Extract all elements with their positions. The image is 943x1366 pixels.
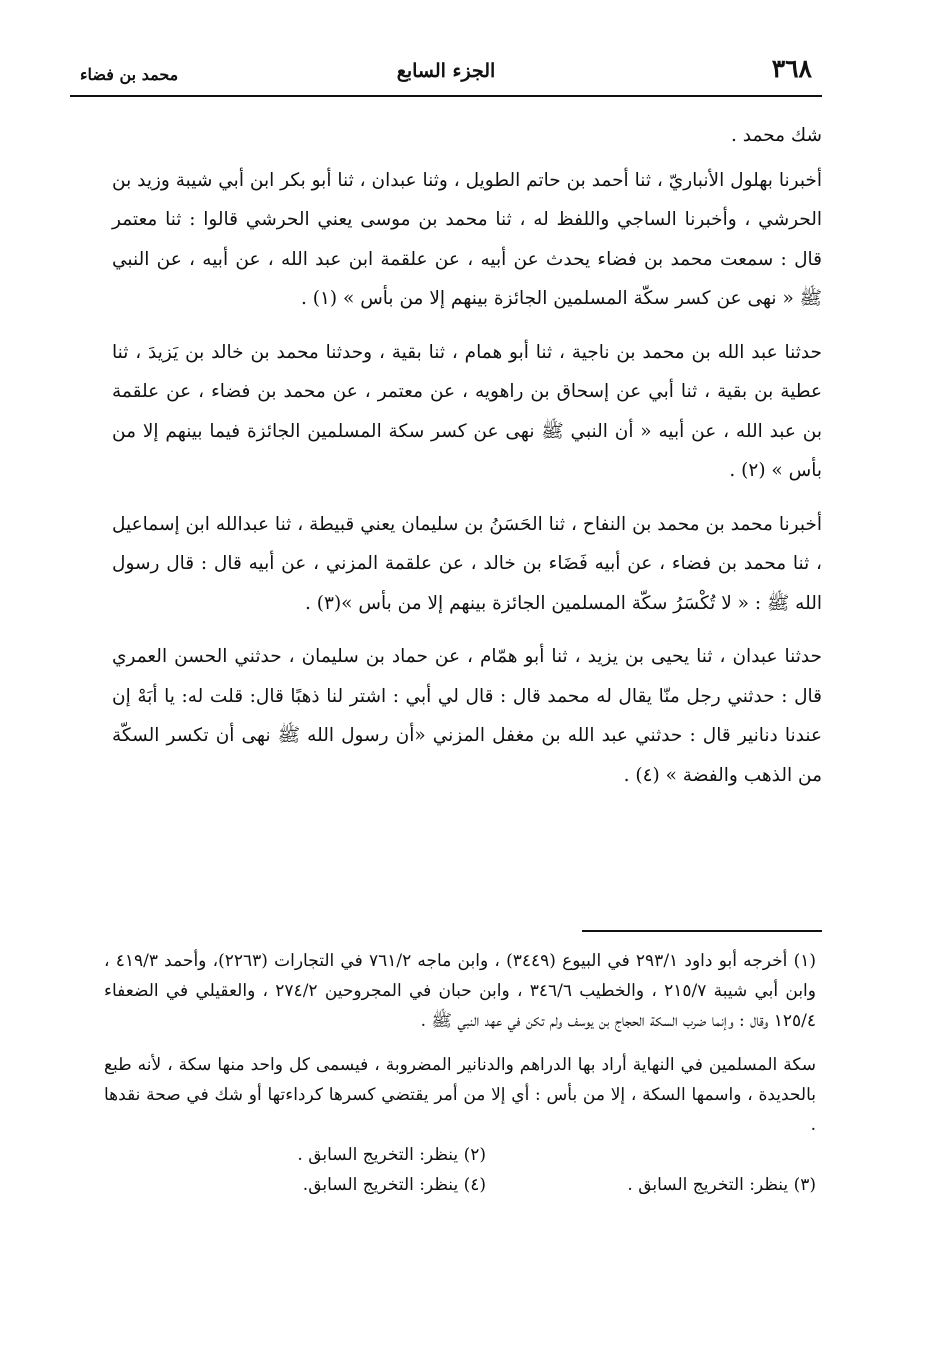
footnote-2: (٢) ينظر: التخريج السابق . bbox=[297, 1145, 486, 1165]
author-name: محمد بن فضاء bbox=[80, 65, 179, 84]
paragraph: أخبرنا محمد بن محمد بن النفاح ، ثنا الحَسَنُ بن سليمان يعني قبيطة ، ثنا عبدالله ابن إسماعيل ، ثنا محمد بن فضاء ، عن أبيه فَضَاء بن خالد ، عن علقمة المزني ، عن أبيه قال : قال رسول الله ﷺ : « لا تُكْسَرُ سكّة المسلمين الجائزة بينهم إلا من بأس »(٣) . bbox=[112, 513, 822, 614]
footnote-row bbox=[104, 1170, 816, 1200]
footnote-3: (٣) ينظر: التخريج السابق . bbox=[627, 1175, 816, 1195]
footnote-explanation: سكة المسلمين في النهاية أراد بها الدراهم والدنانير المضروبة ، فيسمى كل واحد منها سكة ، لأنه طبع بالحديدة ، واسمها السكة ، إلا من بأس : أي إلا من أمر يقتضي كسرها كرداءتها أو شك في صحة نقدها . bbox=[104, 1055, 816, 1135]
paragraph: حدثنا عبدان ، ثنا يحيى بن يزيد ، ثنا أبو همّام ، عن حماد بن سليمان ، حدثني الحسن العمري قال : حدثني رجل منّا يقال له محمد قال : قال لي أبي : اشتر لنا ذهبًا قال: قلت له: يا أبَهْ إن عندنا دنانير قال : حدثني عبد الله بن مغفل المزني «أن رسول الله ﷺ نهى أن تكسر السكّة من الذهب والفضة » (٤) . bbox=[112, 646, 822, 786]
footnote-rule bbox=[582, 930, 822, 932]
footnote-1: (١) أخرجه أبو داود ٢٩٣/١ في البيوع (٣٤٤٩) ، وابن ماجه ٧٦١/٢ في التجارات (٢٢٦٣)، وأحمد ٤١٩/٣ ، وابن أبي شيبة ٢١٥/٧ ، والخطيب ٣٤٦/٦ ، وابن حبان في المجروحين ٢٧٤/٢ ، والعقيلي في الضعفاء ١٢٥/٤ وقال : وإنما ضرب السكة الحجاج بن يوسف ولم تكن في عهد النبي ﷺ . bbox=[104, 951, 817, 1031]
main-text bbox=[112, 116, 822, 795]
paragraph: أخبرنا بهلول الأنباريّ ، ثنا أحمد بن حاتم الطويل ، وثنا عبدان ، ثنا أبو بكر ابن أبي شيبة وزيد بن الحرشي ، وأخبرنا الساجي واللفظ له ، ثنا محمد بن موسى يعني الحرشي قالوا : ثنا معتمر قال : سمعت محمد بن فضاء يحدث عن أبيه ، عن علقمة ابن عبد الله ، عن أبيه ، عن النبي ﷺ « نهى عن كسر سكّة المسلمين الجائزة بينهم إلا من بأس » (١) . bbox=[112, 169, 822, 309]
page-number: ٣٦٨ bbox=[771, 54, 812, 83]
paragraph: حدثنا عبد الله بن محمد بن ناجية ، ثنا أبو همام ، ثنا بقية ، وحدثنا محمد بن خالد بن يَزيدَ ، ثنا عطية بن بقية ، ثنا أبي عن إسحاق بن راهويه ، عن معتمر ، عن محمد بن فضاء ، عن علقمة بن عبد الله ، عن أبيه « أن النبي ﷺ نهى عن كسر سكة المسلمين الجائزة فيما بينهم إلا من بأس » (٢) . bbox=[112, 341, 822, 481]
header-rule bbox=[70, 95, 822, 97]
footnote-row bbox=[104, 1140, 816, 1170]
paragraph: شك محمد . bbox=[731, 125, 822, 146]
volume-title: الجزء السابع bbox=[396, 60, 496, 82]
page-header bbox=[70, 54, 822, 92]
footnotes bbox=[104, 946, 816, 1200]
footnote-4: (٤) ينظر: التخريج السابق. bbox=[302, 1175, 486, 1195]
